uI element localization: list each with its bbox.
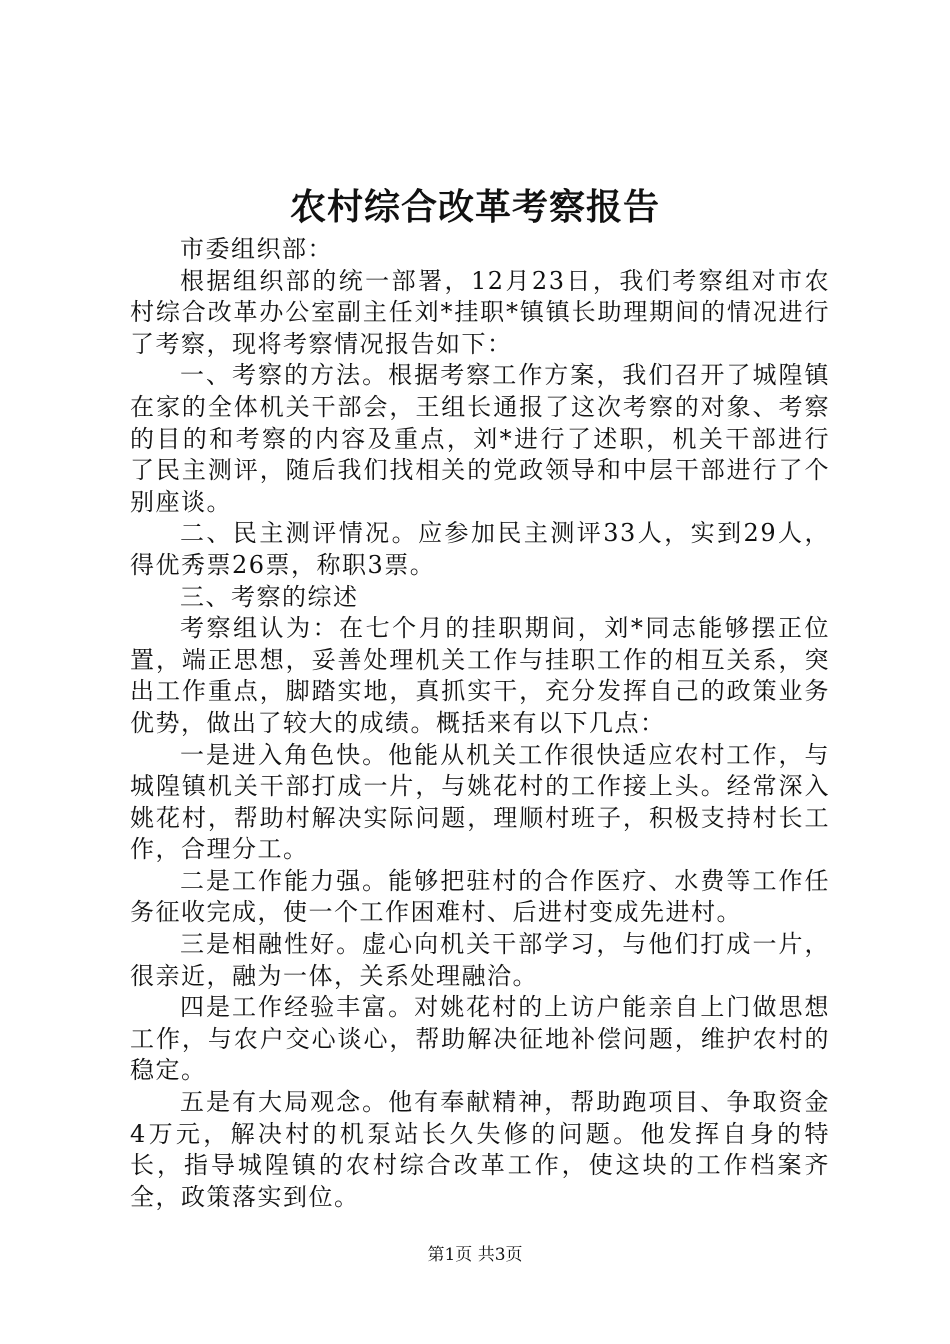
paragraph-summary: 考察组认为：在七个月的挂职期间，刘*同志能够摆正位置，端正思想，妥善处理机关工作与挂职工作的相互关系，突出工作重点，脚踏实地，真抓实干，充分发挥自己的政策业务优势，做出了较大的成绩。概括来有以下几点： [130,614,830,737]
paragraph-evaluation: 二、民主测评情况。应参加民主测评33人，实到29人，得优秀票26票，称职3票。 [130,519,830,579]
paragraph-point-5: 五是有大局观念。他有奉献精神，帮助跑项目、争取资金4万元，解决村的机泵站长久失修的问题。他发挥自身的特长，指导城隍镇的农村综合改革工作，使这块的工作档案齐全，政策落实到位。 [130,1088,830,1211]
paragraph-point-1: 一是进入角色快。他能从机关工作很快适应农村工作，与城隍镇机关干部打成一片，与姚花村的工作接上头。经常深入姚花村，帮助村解决实际问题，理顺村班子，积极支持村长工作，合理分工。 [130,740,830,864]
paragraph-point-4: 四是工作经验丰富。对姚花村的上访户能亲自上门做思想工作，与农户交心谈心，帮助解决征地补偿问题，维护农村的稳定。 [130,993,830,1085]
document-title: 农村综合改革考察报告 [289,186,660,228]
paragraph-intro: 根据组织部的统一部署，12月23日，我们考察组对市农村综合改革办公室副主任刘*挂职*镇镇长助理期间的情况进行了考察，现将考察情况报告如下： [130,266,830,358]
paragraph-point-2: 二是工作能力强。能够把驻村的合作医疗、水费等工作任务征收完成，使一个工作困难村、后进村变成先进村。 [130,866,830,927]
paragraph-point-3: 三是相融性好。虚心向机关干部学习，与他们打成一片，很亲近，融为一体，关系处理融洽。 [130,930,830,990]
document-body [130,234,830,1213]
page-number-footer: 第1页 共3页 [427,1245,523,1265]
salutation: 市委组织部： [180,235,333,263]
section-heading-summary: 三、考察的综述 [180,582,359,611]
paragraph-method: 一、考察的方法。根据考察工作方案，我们召开了城隍镇在家的全体机关干部会，王组长通报了这次考察的对象、考察的目的和考察的内容及重点，刘*进行了述职，机关干部进行了民主测评，随后我们找相关的党政领导和中层干部进行了个别座谈。 [130,361,830,516]
